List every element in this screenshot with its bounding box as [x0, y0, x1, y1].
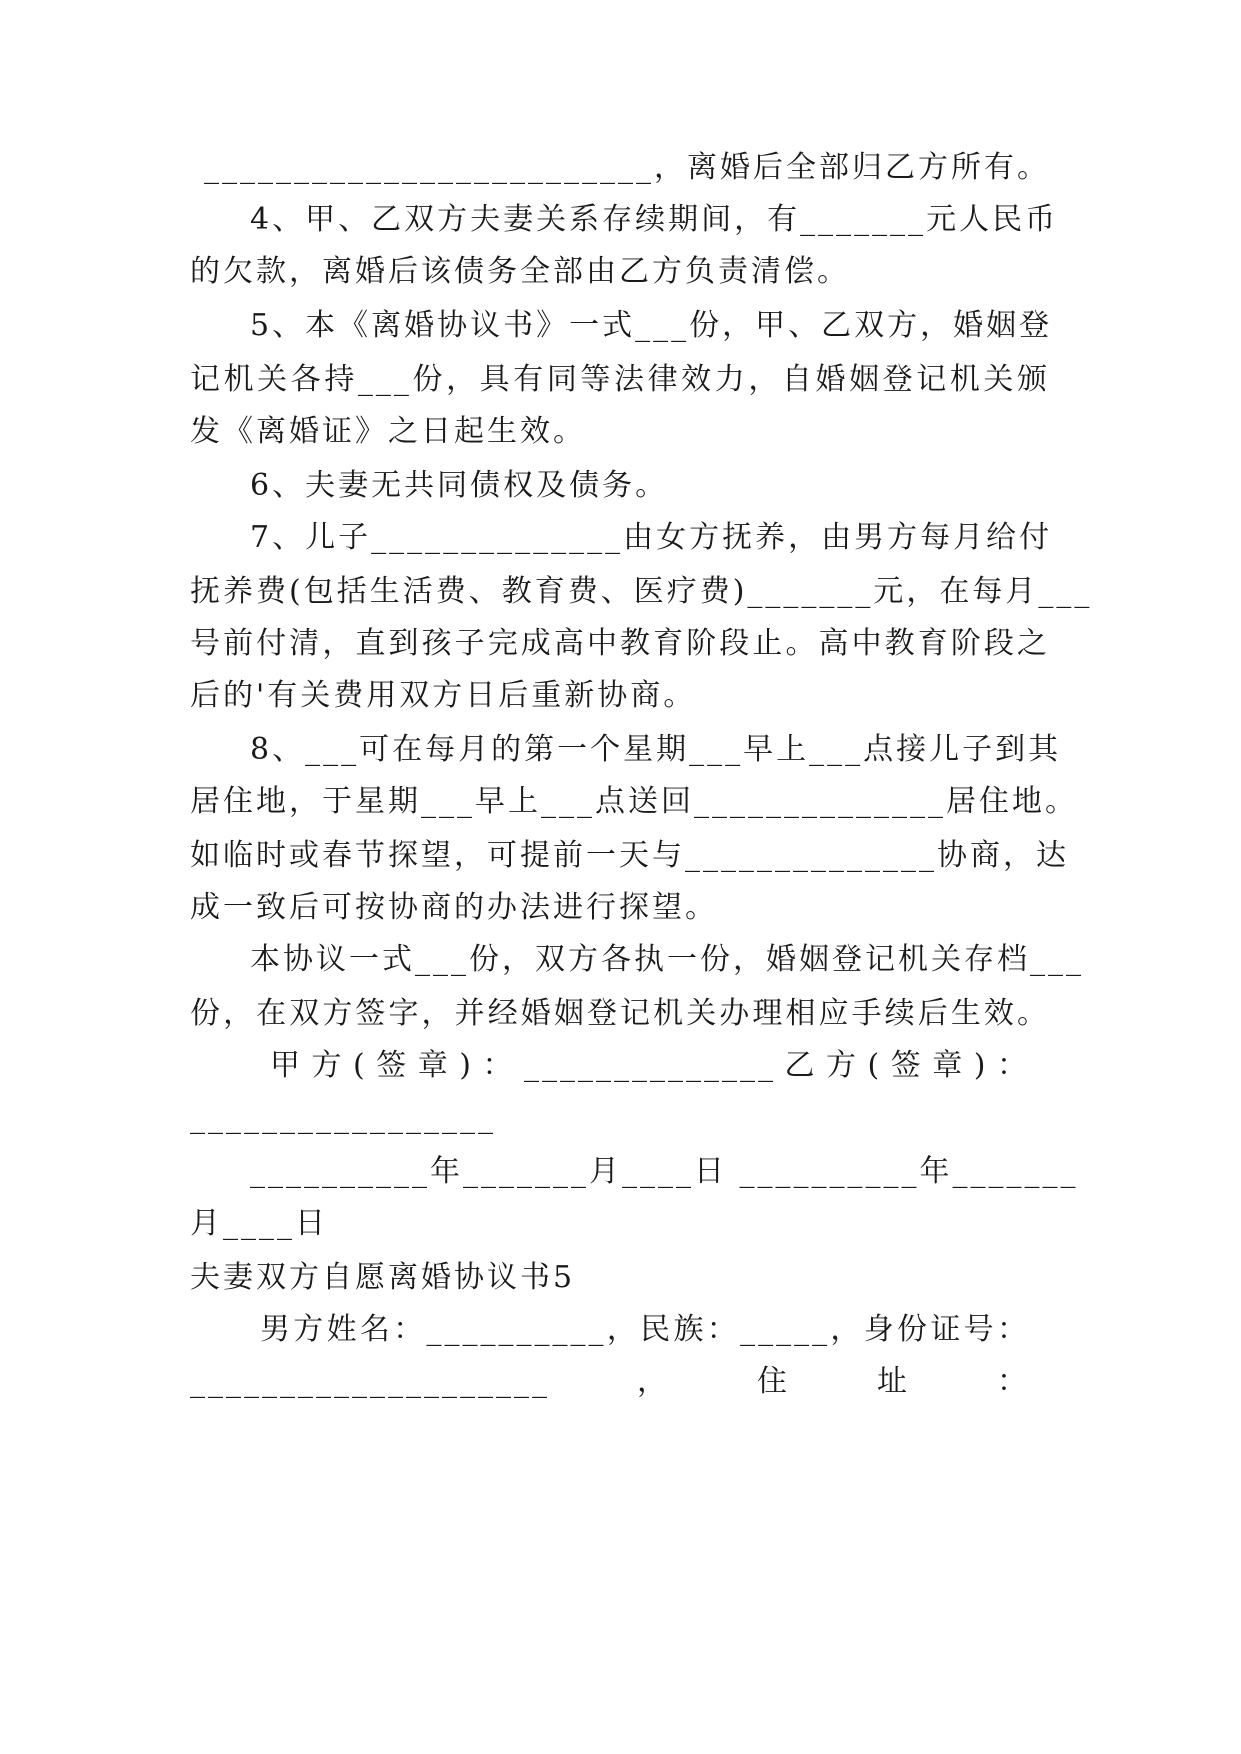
section-title: 夫妻双方自愿离婚协议书5: [190, 1260, 576, 1295]
clause-5-line-2: 记机关各持___份，具有同等法律效力，自婚姻登记机关颁: [190, 362, 1050, 397]
man-info-line-1: 男方姓名：__________，民族：_____，身份证号：: [260, 1312, 1030, 1347]
signature-blank: _________________: [190, 1100, 496, 1135]
clause-7-line-1: 7、儿子______________由女方抚养，由男方每月给付: [250, 520, 1053, 555]
clause-6: 6、夫妻无共同债权及债务。: [250, 468, 669, 503]
clause-7-line-4: 后的'有关费用双方日后重新协商。: [190, 678, 697, 713]
clause-8-line-4: 成一致后可按协商的办法进行探望。: [190, 890, 718, 925]
clause-5-line-3: 发《离婚证》之日起生效。: [190, 414, 586, 449]
clause-8-line-2: 居住地，于星期___早上___点送回______________居住地。: [190, 784, 1078, 819]
clause-4-line-2: 的欠款，离婚后该债务全部由乙方负责清偿。: [190, 254, 850, 289]
clause-8-line-1: 8、___可在每月的第一个星期___早上___点接儿子到其: [250, 732, 1062, 767]
clause-3-tail: _________________________，离婚后全部归乙方所有。: [204, 150, 1050, 185]
clause-4-line-1: 4、甲、乙双方夫妻关系存续期间，有_______元人民币: [250, 202, 1059, 237]
date-line-2: 月____日: [190, 1206, 328, 1241]
clause-7-line-3: 号前付清，直到孩子完成高中教育阶段止。高中教育阶段之: [190, 626, 1050, 661]
copies-line-2: 份，在双方签字，并经婚姻登记机关办理相应手续后生效。: [190, 996, 1050, 1031]
copies-line-1: 本协议一式___份，双方各执一份，婚姻登记机关存档___: [250, 942, 1084, 977]
clause-8-line-3: 如临时或春节探望，可提前一天与______________协商，达: [190, 838, 1069, 873]
clause-5-line-1: 5、本《离婚协议书》一式___份，甲、乙双方，婚姻登: [250, 308, 1053, 343]
clause-7-line-2: 抚养费(包括生活费、教育费、医疗费)_______元，在每月___: [190, 574, 1093, 609]
man-info-line-2: ____________________，住址：: [190, 1364, 1030, 1399]
signature-line: 甲方(签章)：______________乙方(签章)：: [270, 1048, 1030, 1083]
date-line-1: __________年_______月____日 __________年_______: [250, 1154, 1079, 1189]
